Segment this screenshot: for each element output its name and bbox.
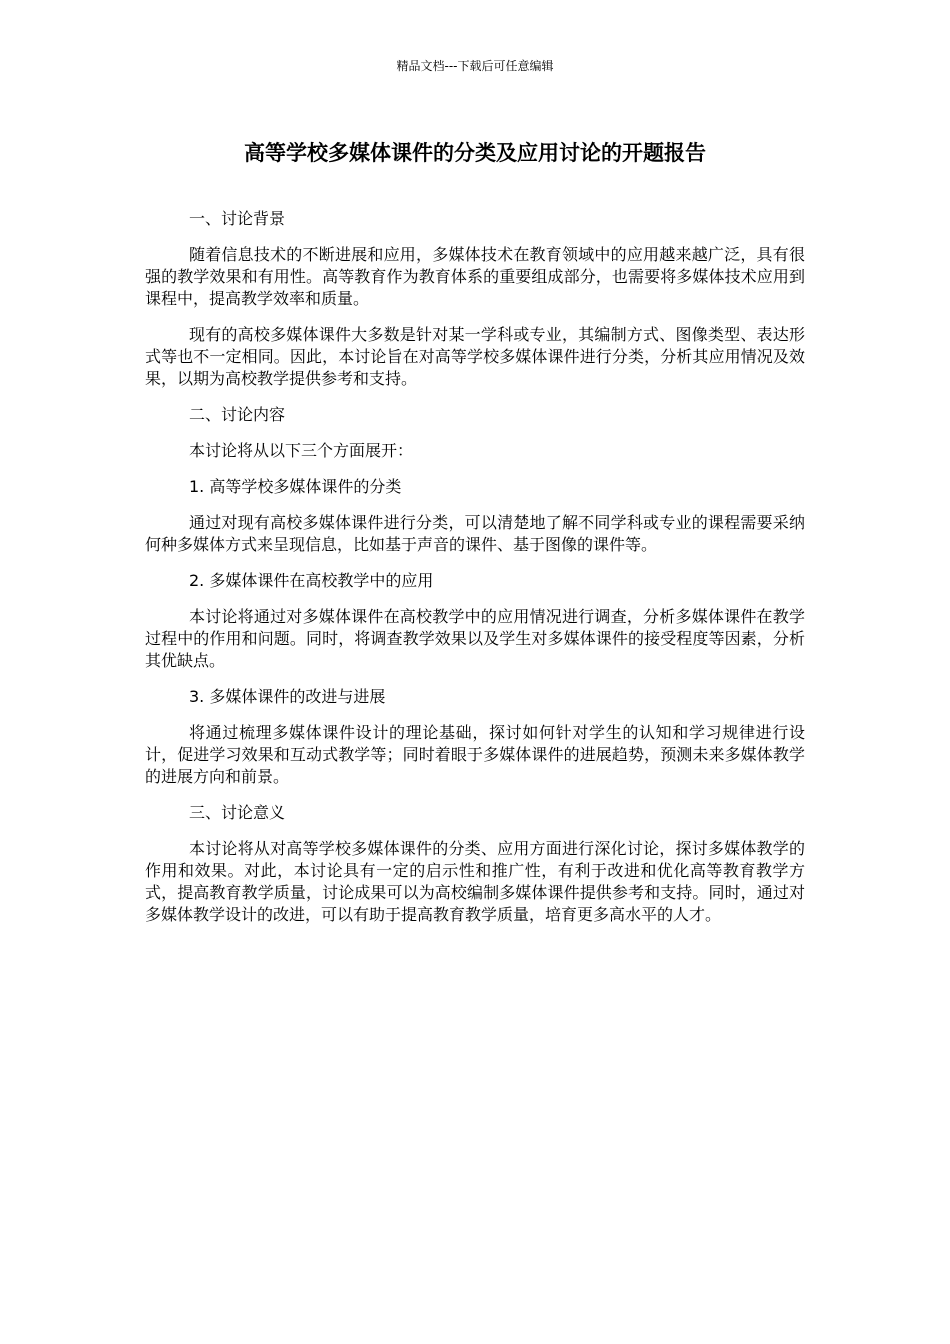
header-note: 精品文档---下载后可任意编辑: [396, 59, 554, 73]
subheading-classification: 1. 高等学校多媒体课件的分类: [189, 477, 402, 496]
paragraph-application: 本讨论将通过对多媒体课件在高校教学中的应用情况进行调查，分析多媒体课件在教学过程中的作用和问题。同时，将调查教学效果以及学生对多媒体课件的接受程度等因素，分析其优缺点。: [145, 607, 805, 670]
subheading-improvement: 3. 多媒体课件的改进与进展: [189, 687, 386, 706]
subheading-application: 2. 多媒体课件在高校教学中的应用: [189, 571, 434, 590]
document-body: [145, 208, 805, 940]
paragraph-classification: 通过对现有高校多媒体课件进行分类，可以清楚地了解不同学科或专业的课程需要采纳何种多媒体方式来呈现信息，比如基于声音的课件、基于图像的课件等。: [145, 513, 805, 554]
content-intro: 本讨论将从以下三个方面展开：: [189, 441, 414, 460]
paragraph-significance: 本讨论将从对高等学校多媒体课件的分类、应用方面进行深化讨论，探讨多媒体教学的作用和效果。对此，本讨论具有一定的启示性和推广性，有利于改进和优化高等教育教学方式，提高教育教学质量，讨论成果可以为高校编制多媒体课件提供参考和支持。同时，通过对多媒体教学设计的改进，可以有助于提高教育教学质量，培育更多高水平的人才。: [145, 839, 805, 924]
paragraph-improvement: 将通过梳理多媒体课件设计的理论基础，探讨如何针对学生的认知和学习规律进行设计，促进学习效果和互动式教学等；同时着眼于多媒体课件的进展趋势，预测未来多媒体教学的进展方向和前景。: [145, 723, 805, 786]
paragraph-background-2: 现有的高校多媒体课件大多数是针对某一学科或专业，其编制方式、图像类型、表达形式等也不一定相同。因此，本讨论旨在对高等学校多媒体课件进行分类，分析其应用情况及效果，以期为高校教学提供参考和支持。: [145, 325, 805, 388]
section-heading-significance: 三、讨论意义: [189, 803, 286, 822]
section-heading-background: 一、讨论背景: [189, 209, 286, 228]
section-heading-content: 二、讨论内容: [189, 405, 286, 424]
document-title: 高等学校多媒体课件的分类及应用讨论的开题报告: [244, 141, 706, 165]
paragraph-background-1: 随着信息技术的不断进展和应用，多媒体技术在教育领域中的应用越来越广泛，具有很强的教学效果和有用性。高等教育作为教育体系的重要组成部分，也需要将多媒体技术应用到课程中，提高教学效率和质量。: [145, 245, 805, 308]
